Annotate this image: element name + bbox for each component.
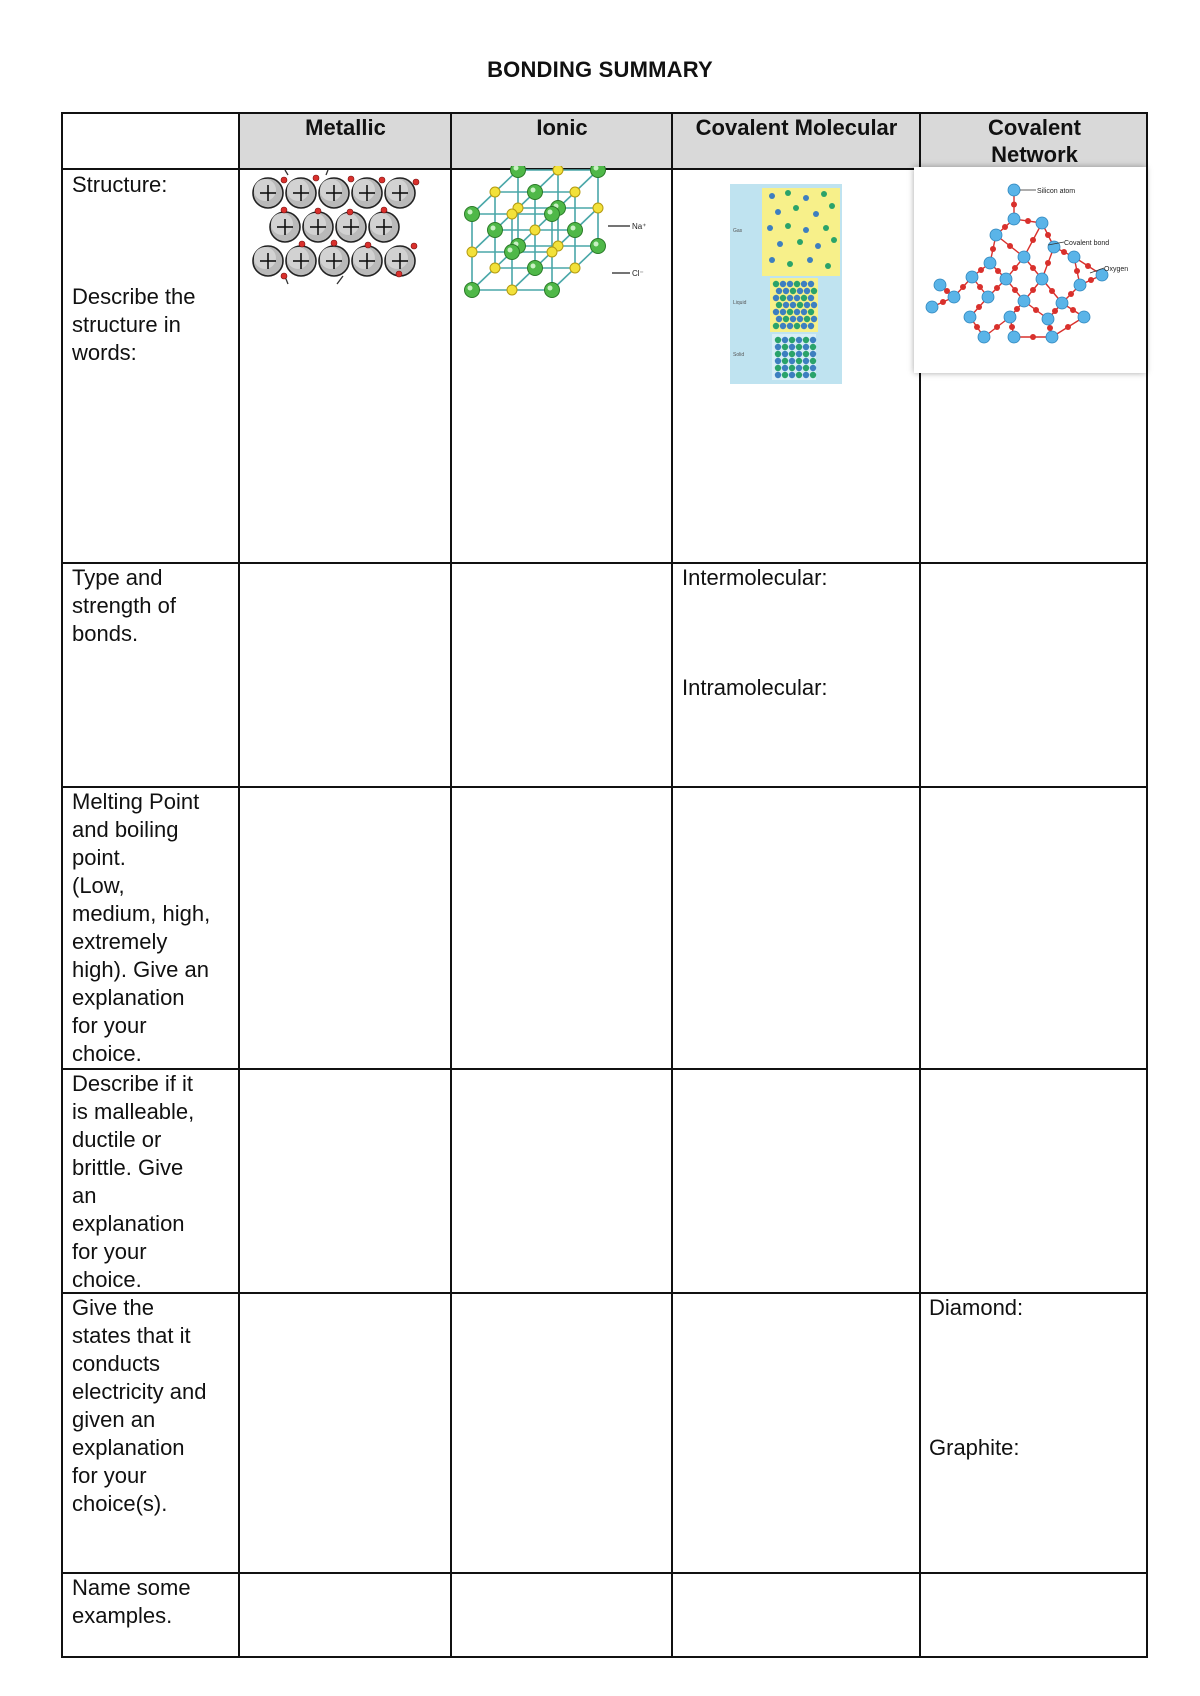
oxygen-atom <box>1065 324 1071 330</box>
gas-particle <box>797 239 803 245</box>
gas-particle <box>829 203 835 209</box>
solid-label: Solid <box>733 352 745 358</box>
solid-particle <box>796 344 802 350</box>
electron <box>396 271 402 277</box>
gas-particle <box>831 237 837 243</box>
gas-particle <box>807 257 813 263</box>
liquid-particle <box>783 316 789 322</box>
silicon-atom <box>1036 273 1048 285</box>
liquid-particle <box>773 295 779 301</box>
page-title: BONDING SUMMARY <box>487 57 713 82</box>
graphite-label: Graphite: <box>929 1435 1020 1460</box>
oxygen-atom <box>1012 265 1018 271</box>
oxygen-atom <box>1052 308 1058 314</box>
liquid-particle <box>811 288 817 294</box>
metal-ion-shade <box>337 213 359 235</box>
electron <box>379 177 385 183</box>
liquid-particle <box>794 295 800 301</box>
oxygen-atom <box>1030 334 1036 340</box>
liquid-particle <box>808 295 814 301</box>
silicon-atom <box>926 301 938 313</box>
oxygen-atom <box>976 304 982 310</box>
liquid-particle <box>797 302 803 308</box>
gas-particle <box>767 225 773 231</box>
ion-highlight <box>531 264 536 269</box>
solid-particle <box>782 351 788 357</box>
silicon-atom <box>978 331 990 343</box>
ion-highlight <box>548 210 553 215</box>
liquid-particle <box>801 323 807 329</box>
cl-ion-label: Cl⁻ <box>632 269 644 278</box>
solid-particle <box>810 344 816 350</box>
silicon-atom <box>990 229 1002 241</box>
ion-highlight <box>594 242 599 247</box>
solid-particle <box>810 358 816 364</box>
gas-particle <box>785 223 791 229</box>
liquid-particle <box>811 302 817 308</box>
electron <box>365 242 371 248</box>
solid-particle <box>810 372 816 378</box>
sodium-ion <box>530 225 540 235</box>
gas-particle <box>803 227 809 233</box>
liquid-particle <box>790 302 796 308</box>
electron <box>348 176 354 182</box>
oxygen-atom <box>1011 202 1017 208</box>
oxygen-atom <box>1085 263 1091 269</box>
solid-particle <box>796 351 802 357</box>
gas-particle <box>769 193 775 199</box>
silicon-atom <box>966 271 978 283</box>
covalent-bond-label: Covalent bond <box>1064 240 1110 247</box>
solid-particle <box>803 372 809 378</box>
liquid-particle <box>790 288 796 294</box>
electron <box>281 207 287 213</box>
sodium-ion <box>507 285 517 295</box>
liquid-particle <box>804 288 810 294</box>
sodium-ion <box>593 203 603 213</box>
silicon-atom <box>1074 279 1086 291</box>
metal-ion-shade <box>254 247 276 269</box>
solid-particle <box>789 372 795 378</box>
states-of-matter-diagram <box>730 184 842 384</box>
ion-highlight <box>491 226 496 231</box>
liquid-particle <box>794 309 800 315</box>
liquid-particle <box>783 302 789 308</box>
electron <box>313 175 319 181</box>
electron <box>315 208 321 214</box>
oxygen-atom <box>1030 265 1036 271</box>
oxygen-atom <box>1012 287 1018 293</box>
oxygen-atom <box>1088 277 1094 283</box>
oxygen-atom <box>960 284 966 290</box>
silicon-atom <box>1000 273 1012 285</box>
electron <box>331 240 337 246</box>
solid-particle <box>789 351 795 357</box>
oxygen-atom <box>994 285 1000 291</box>
liquid-particle <box>797 288 803 294</box>
solid-particle <box>796 337 802 343</box>
electron <box>347 209 353 215</box>
solid-particle <box>782 365 788 371</box>
liquid-particle <box>787 281 793 287</box>
metal-ion-shade <box>320 247 342 269</box>
oxygen-atom <box>1033 307 1039 313</box>
oxygen-atom <box>994 324 1000 330</box>
ion-highlight <box>508 248 513 253</box>
solid-particle <box>789 344 795 350</box>
liquid-label: Liquid <box>733 300 747 306</box>
gas-particle <box>769 257 775 263</box>
gas-label: Gas <box>733 228 743 234</box>
column-border <box>450 112 452 1658</box>
gas-particle <box>775 209 781 215</box>
solid-particle <box>803 344 809 350</box>
oxygen-atom <box>1007 243 1013 249</box>
liquid-particle <box>780 281 786 287</box>
electron <box>299 241 305 247</box>
ion-highlight <box>468 286 473 291</box>
silicon-atom <box>1008 331 1020 343</box>
chloride-ion <box>528 185 543 200</box>
gas-particle <box>787 261 793 267</box>
sodium-ion <box>507 209 517 219</box>
oxygen-atom <box>1047 325 1053 331</box>
metal-ion-shade <box>353 179 375 201</box>
liquid-particle <box>773 281 779 287</box>
ion-highlight <box>548 286 553 291</box>
gas-particle <box>825 263 831 269</box>
oxygen-atom <box>995 268 1001 274</box>
diamond-label: Diamond: <box>929 1295 1024 1320</box>
solid-particle <box>803 337 809 343</box>
row-border <box>61 786 1148 788</box>
solid-particle <box>775 337 781 343</box>
gas-particle <box>785 190 791 196</box>
oxygen-atom <box>1074 268 1080 274</box>
solid-particle <box>775 358 781 364</box>
solid-particle <box>775 365 781 371</box>
oxygen-atom <box>1030 237 1036 243</box>
gas-particle <box>793 205 799 211</box>
ion-highlight <box>571 226 576 231</box>
header-covalent-molecular: Covalent Molecular <box>695 115 898 140</box>
header-metallic: Metallic <box>305 115 386 140</box>
liquid-particle <box>787 323 793 329</box>
liquid-particle <box>787 295 793 301</box>
oxygen-atom <box>1061 249 1067 255</box>
liquid-particle <box>808 281 814 287</box>
metallic-lattice-diagram <box>248 170 438 285</box>
sodium-ion <box>490 263 500 273</box>
sodium-ion <box>570 263 580 273</box>
electron <box>413 179 419 185</box>
liquid-particle <box>780 295 786 301</box>
liquid-particle <box>804 316 810 322</box>
gas-particle <box>823 225 829 231</box>
gas-particle <box>813 211 819 217</box>
gas-particle <box>821 191 827 197</box>
silicon-atom <box>948 291 960 303</box>
oxygen-atom <box>974 324 980 330</box>
silicon-atom <box>964 311 976 323</box>
solid-particle <box>789 365 795 371</box>
oxygen-atom <box>940 299 946 305</box>
silicon-atom <box>984 257 996 269</box>
solid-particle <box>775 351 781 357</box>
solid-particle <box>810 351 816 357</box>
silicon-atom <box>1068 251 1080 263</box>
electron <box>411 243 417 249</box>
column-border <box>238 112 240 1658</box>
header-ionic: Ionic <box>536 115 588 140</box>
liquid-particle <box>776 302 782 308</box>
sodium-ion <box>570 187 580 197</box>
liquid-particle <box>808 323 814 329</box>
oxygen-label: Oxygen <box>1104 266 1129 273</box>
liquid-particle <box>790 316 796 322</box>
chloride-ion <box>545 283 560 298</box>
liquid-particle <box>787 309 793 315</box>
row-label-malleability: Describe if it is malleable, ductile or brittle. Give an explanation for your choice. <box>72 1071 195 1292</box>
oxygen-atom <box>1068 291 1074 297</box>
solid-particle <box>796 358 802 364</box>
ion-highlight <box>531 188 536 193</box>
liquid-particle <box>808 309 814 315</box>
liquid-particle <box>773 323 779 329</box>
column-border <box>1146 112 1148 1658</box>
silicon-atom <box>1042 313 1054 325</box>
silicon-atom <box>1018 295 1030 307</box>
silicon-atom-label: Silicon atom <box>1037 188 1076 195</box>
solid-particle <box>803 358 809 364</box>
row-label-melting-point: Melting Point and boiling point. (Low, medium, high, extremely high). Give an explanation for your choice. <box>72 789 211 1066</box>
solid-particle <box>782 344 788 350</box>
solid-particle <box>782 337 788 343</box>
chloride-ion <box>528 261 543 276</box>
silicon-atom <box>1008 213 1020 225</box>
row-border <box>61 562 1148 564</box>
metal-ion-shade <box>304 213 326 235</box>
row-border <box>61 1656 1148 1658</box>
chloride-ion <box>465 283 480 298</box>
row-label-examples: Name some examples. <box>72 1575 191 1628</box>
oxygen-atom <box>1002 224 1008 230</box>
liquid-particle <box>797 316 803 322</box>
chloride-ion <box>505 245 520 260</box>
liquid-particle <box>776 288 782 294</box>
solid-particle <box>782 358 788 364</box>
solid-particle <box>810 337 816 343</box>
liquid-particle <box>801 309 807 315</box>
row-border <box>61 1068 1148 1070</box>
oxygen-atom <box>1030 287 1036 293</box>
solid-particle <box>782 372 788 378</box>
row-label-structure: Structure: Describe the structure in words: <box>72 172 196 365</box>
oxygen-atom <box>1009 324 1015 330</box>
liquid-particle <box>804 302 810 308</box>
liquid-particle <box>801 295 807 301</box>
column-border <box>61 112 63 1658</box>
gas-particle <box>777 241 783 247</box>
row-label-bonds: Type and strength of bonds. <box>72 565 176 646</box>
liquid-particle <box>811 316 817 322</box>
metal-ion-shade <box>353 247 375 269</box>
electron <box>381 207 387 213</box>
chloride-ion <box>568 223 583 238</box>
oxygen-atom <box>1025 218 1031 224</box>
na-ion-label: Na⁺ <box>632 222 647 231</box>
oxygen-atom <box>1070 307 1076 313</box>
chloride-ion <box>488 223 503 238</box>
sodium-ion <box>490 187 500 197</box>
covalent-network-diagram <box>914 167 1146 373</box>
silicon-atom <box>1004 311 1016 323</box>
solid-particle <box>803 351 809 357</box>
metal-ion-shade <box>386 247 408 269</box>
chloride-ion <box>545 207 560 222</box>
liquid-particle <box>801 281 807 287</box>
metal-ion-shade <box>370 213 392 235</box>
metal-ion-shade <box>386 179 408 201</box>
liquid-particle <box>780 323 786 329</box>
solid-particle <box>796 365 802 371</box>
liquid-particle <box>794 281 800 287</box>
metal-ion-shade <box>287 247 309 269</box>
oxygen-atom <box>977 284 983 290</box>
solid-particle <box>775 372 781 378</box>
metal-ion-shade <box>271 213 293 235</box>
gas-particle <box>803 195 809 201</box>
header-covalent-network: Covalent Network <box>988 115 1081 167</box>
ionic-crystal-diagram <box>458 166 663 306</box>
column-border <box>671 112 673 1658</box>
liquid-particle <box>773 309 779 315</box>
silicon-atom <box>934 279 946 291</box>
oxygen-atom <box>990 246 996 252</box>
sodium-ion <box>553 166 563 175</box>
sodium-ion <box>467 247 477 257</box>
intramolecular-label: Intramolecular: <box>682 675 828 700</box>
intermolecular-label: Intermolecular: <box>682 565 828 590</box>
chloride-ion <box>465 207 480 222</box>
liquid-particle <box>783 288 789 294</box>
silicon-atom <box>1008 184 1020 196</box>
chloride-ion <box>591 239 606 254</box>
metal-ion-shade <box>254 179 276 201</box>
ion-highlight <box>468 210 473 215</box>
solid-particle <box>775 344 781 350</box>
silicon-atom <box>1036 217 1048 229</box>
solid-particle <box>789 358 795 364</box>
silicon-atom <box>1078 311 1090 323</box>
sodium-ion <box>547 247 557 257</box>
row-label-conductivity: Give the states that it conducts electricity and given an explanation for your choice(s). <box>72 1295 207 1516</box>
silicon-atom <box>1018 251 1030 263</box>
silicon-atom <box>1056 297 1068 309</box>
gas-particle <box>815 243 821 249</box>
solid-particle <box>789 337 795 343</box>
silicon-atom <box>982 291 994 303</box>
covalent-network-diagram-frame <box>914 167 1146 373</box>
solid-particle <box>796 372 802 378</box>
liquid-particle <box>794 323 800 329</box>
electron <box>281 177 287 183</box>
oxygen-atom <box>1014 306 1020 312</box>
row-border <box>61 1572 1148 1574</box>
oxygen-atom <box>1045 232 1051 238</box>
oxygen-atom <box>978 267 984 273</box>
silicon-atom <box>1046 331 1058 343</box>
metal-ion-shade <box>287 179 309 201</box>
metal-ion-shade <box>320 179 342 201</box>
solid-particle <box>810 365 816 371</box>
electron <box>281 273 287 279</box>
solid-particle <box>803 365 809 371</box>
oxygen-atom <box>1045 260 1051 266</box>
liquid-particle <box>780 309 786 315</box>
oxygen-atom <box>1049 288 1055 294</box>
liquid-particle <box>776 316 782 322</box>
